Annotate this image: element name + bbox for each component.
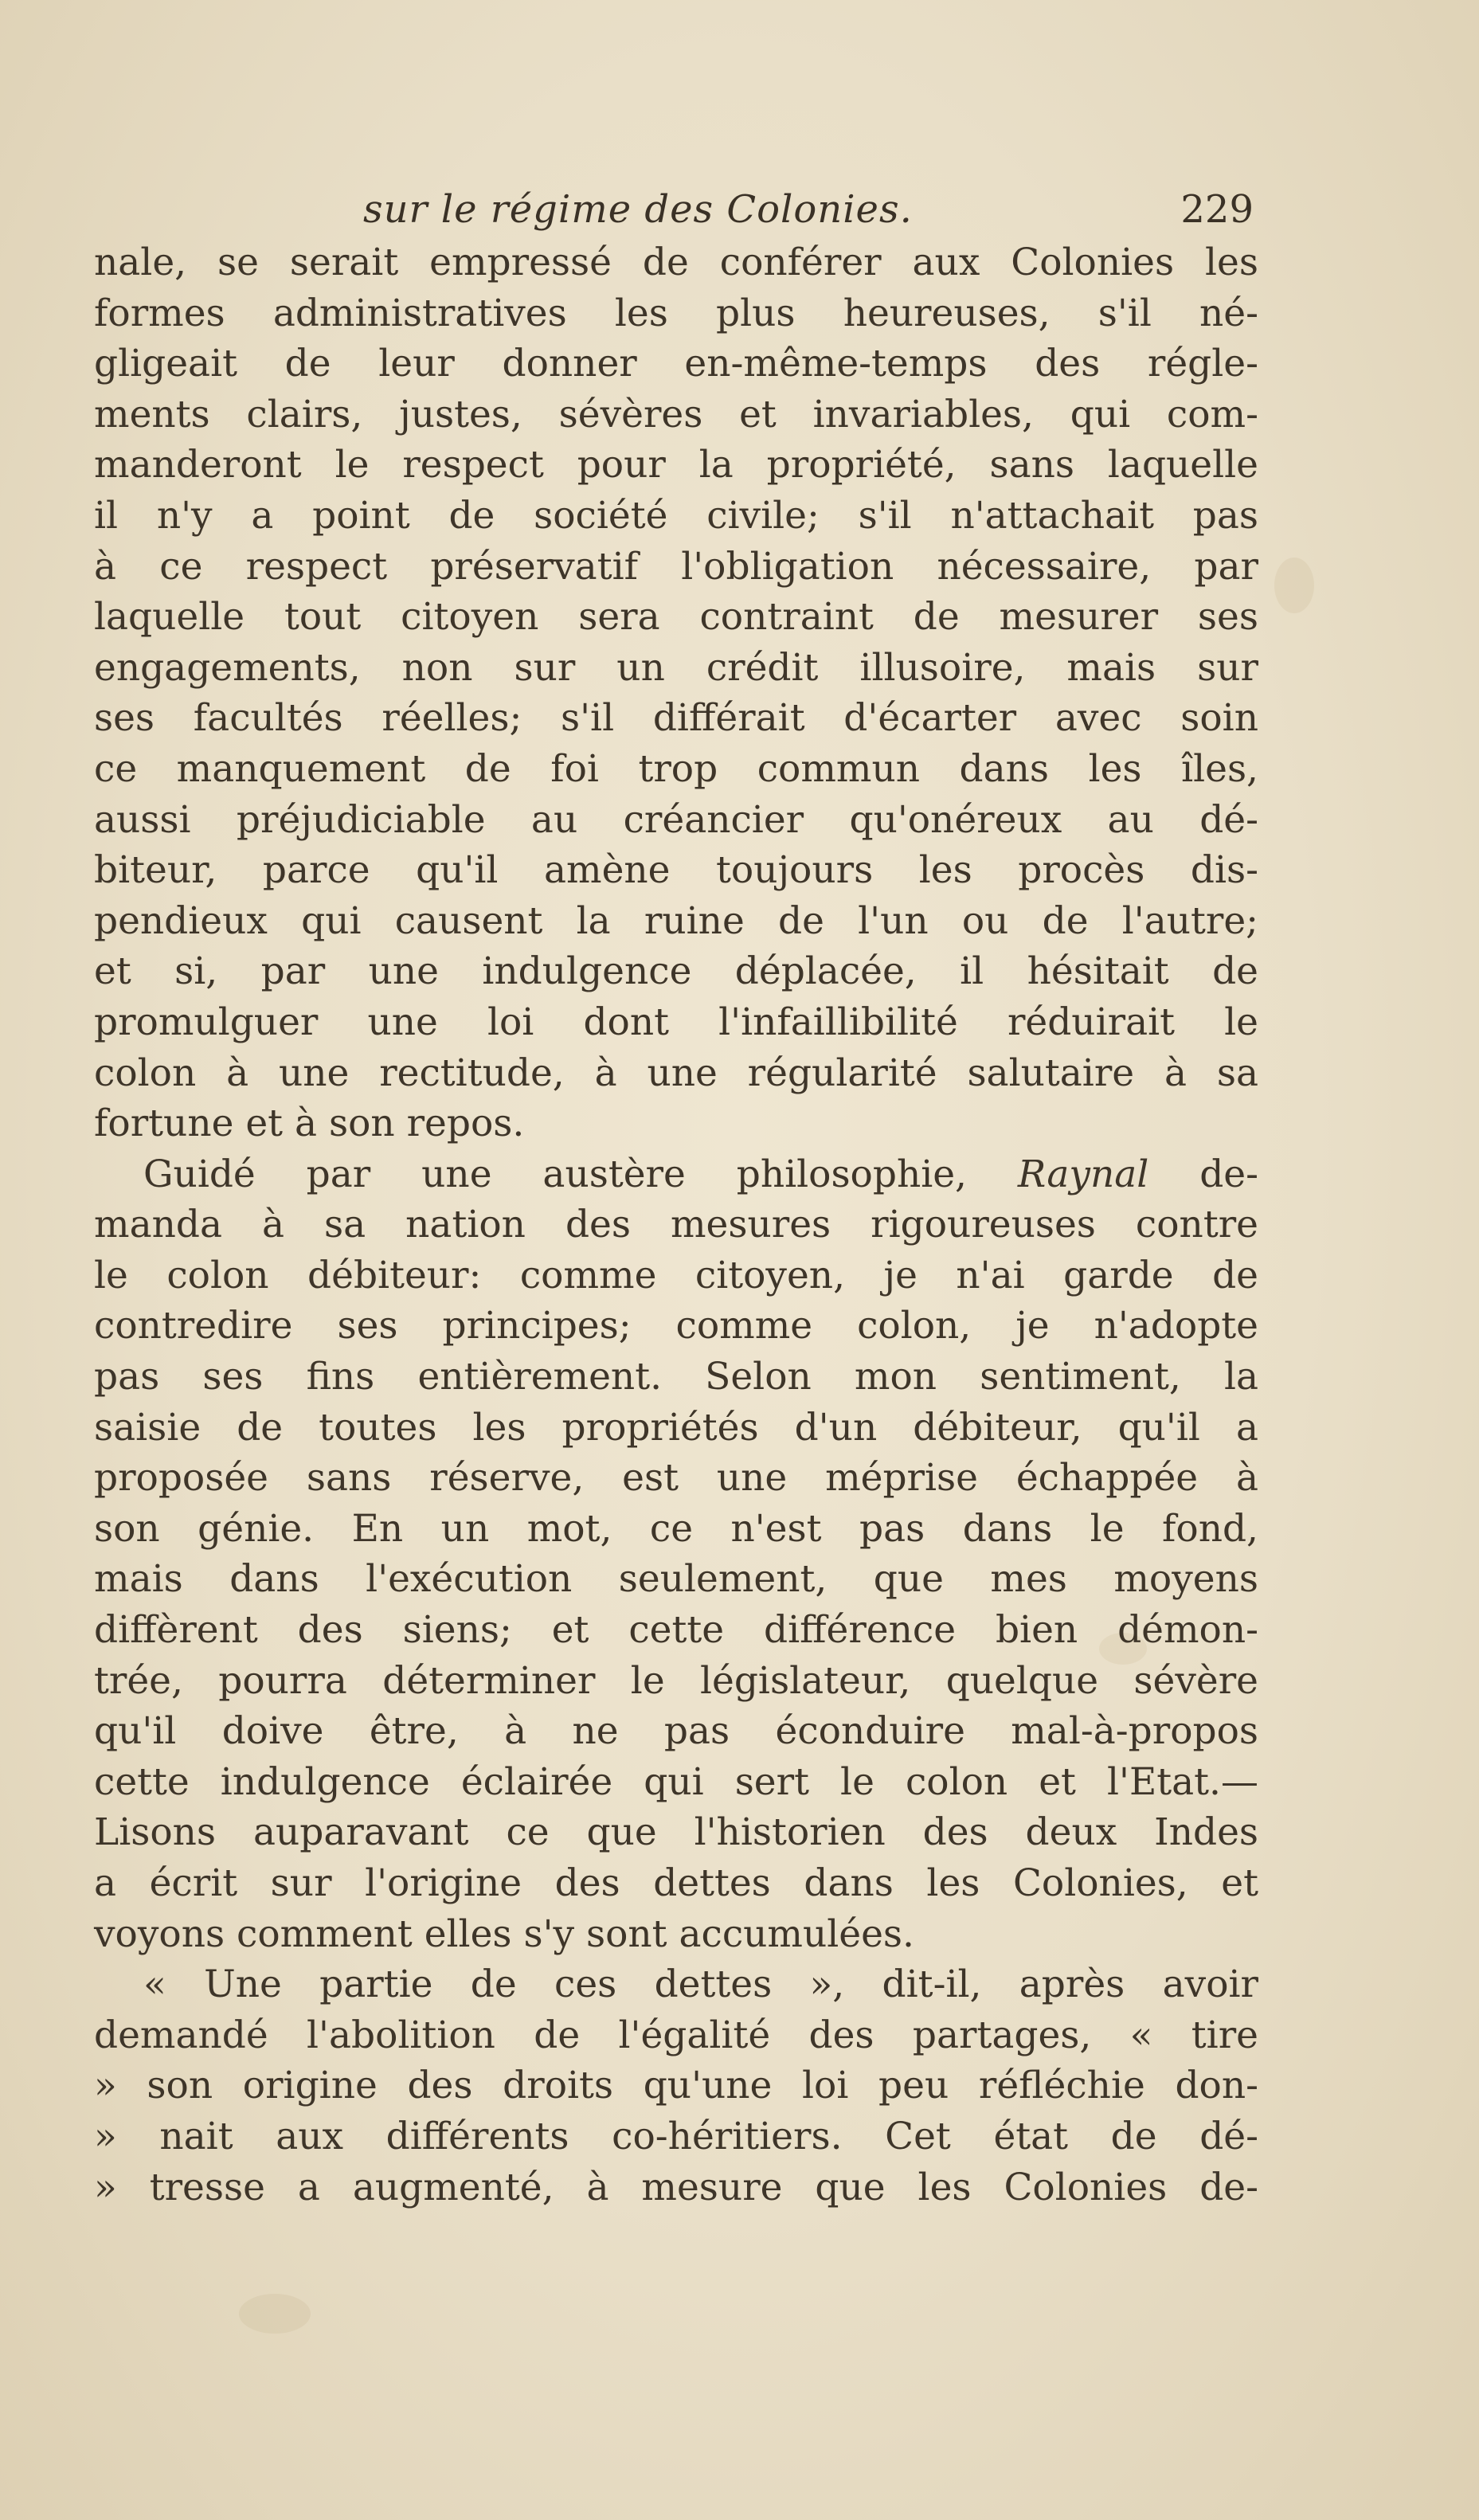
paragraph-1 <box>94 237 1258 1149</box>
text-line: » son origine des droits qu'une loi peu réfléchie don- <box>94 2064 1258 2108</box>
text-line: a écrit sur l'origine des dettes dans les Colonies, et <box>94 1861 1258 1905</box>
text-line: laquelle tout citoyen sera contraint de mesurer ses <box>94 595 1258 640</box>
text-line: mais dans l'exécution seulement, que mes moyens <box>94 1557 1258 1602</box>
text-line: » nait aux différents co-héritiers. Cet état de dé- <box>94 2114 1258 2158</box>
running-title: sur le régime des Colonies. <box>363 187 913 232</box>
text-line: gligeait de leur donner en-même-temps des régle- <box>94 342 1258 386</box>
running-head <box>94 185 1258 234</box>
paragraph-2 <box>94 1149 1258 1960</box>
text-line: diffèrent des siens; et cette différence bien démon- <box>94 1608 1258 1653</box>
page-number: 229 <box>1180 187 1254 232</box>
text-line: promulguer une loi dont l'infaillibilité réduirait le <box>94 1000 1258 1044</box>
text-line: cette indulgence éclairée qui sert le colon et l'Etat.— <box>94 1759 1258 1804</box>
paper-stain <box>239 2294 311 2334</box>
text-line: pendieux qui causent la ruine de l'un ou de l'autre; <box>94 898 1258 943</box>
text-line: il n'y a point de société civile; s'il n'attachait pas <box>94 493 1258 538</box>
text-line: Lisons auparavant ce que l'historien des deux Indes <box>94 1810 1258 1855</box>
text-line: formes administratives les plus heureuses, s'il né- <box>94 291 1258 335</box>
text-line: engagements, non sur un crédit illusoire, mais sur <box>94 645 1258 690</box>
text-line: « Une partie de ces dettes », dit-il, après avoir <box>143 1962 1258 2007</box>
text-line: proposée sans réserve, est une méprise échappée à <box>94 1456 1258 1501</box>
text-line: pas ses fins entièrement. Selon mon sentiment, la <box>94 1355 1258 1399</box>
text-line: aussi préjudiciable au créancier qu'onéreux au dé- <box>94 797 1258 842</box>
text-line: trée, pourra déterminer le législateur, quelque sévère <box>94 1658 1258 1703</box>
text-line: nale, se serait empressé de conférer aux Colonies les <box>94 241 1258 284</box>
page-text <box>94 185 1258 2213</box>
text-line: à ce respect préservatif l'obligation nécessaire, par <box>94 544 1258 589</box>
text-span: de- <box>1148 1152 1258 1196</box>
text-line: fortune et à son repos. <box>94 1102 525 1146</box>
text-line: demandé l'abolition de l'égalité des partages, « tire <box>94 2013 1258 2057</box>
text-line: le colon débiteur: comme citoyen, je n'ai garde de <box>94 1253 1258 1297</box>
text-line: contredire ses principes; comme colon, je n'adopte <box>94 1304 1258 1348</box>
text-line: biteur, parce qu'il amène toujours les procès dis- <box>94 848 1258 893</box>
text-line: ses facultés réelles; s'il différait d'écarter avec soin <box>94 696 1258 741</box>
text-line: son génie. En un mot, ce n'est pas dans le fond, <box>94 1506 1258 1551</box>
author-name: Raynal <box>1017 1152 1149 1196</box>
text-line: ce manquement de foi trop commun dans les îles, <box>94 746 1258 791</box>
text-line: et si, par une indulgence déplacée, il hésitait de <box>94 949 1258 994</box>
text-span: Guidé par une austère philosophie, <box>143 1152 1018 1196</box>
text-line: colon à une rectitude, à une régularité salutaire à sa <box>94 1051 1258 1095</box>
text-line: manderont le respect pour la propriété, sans laquelle <box>94 443 1258 487</box>
text-line: saisie de toutes les propriétés d'un débiteur, qu'il a <box>94 1405 1258 1450</box>
text-line <box>94 1149 1258 1200</box>
text-line: manda à sa nation des mesures rigoureuses contre <box>94 1203 1258 1247</box>
text-line: » tresse a augmenté, à mesure que les Colonies de- <box>94 2165 1258 2209</box>
paper-stain <box>1274 558 1314 613</box>
text-line: ments clairs, justes, sévères et invariables, qui com- <box>94 392 1258 436</box>
text-line: voyons comment elles s'y sont accumulées. <box>94 1912 914 1956</box>
text-line: qu'il doive être, à ne pas éconduire mal-à-propos <box>94 1709 1258 1754</box>
paragraph-3 <box>94 1959 1258 2213</box>
